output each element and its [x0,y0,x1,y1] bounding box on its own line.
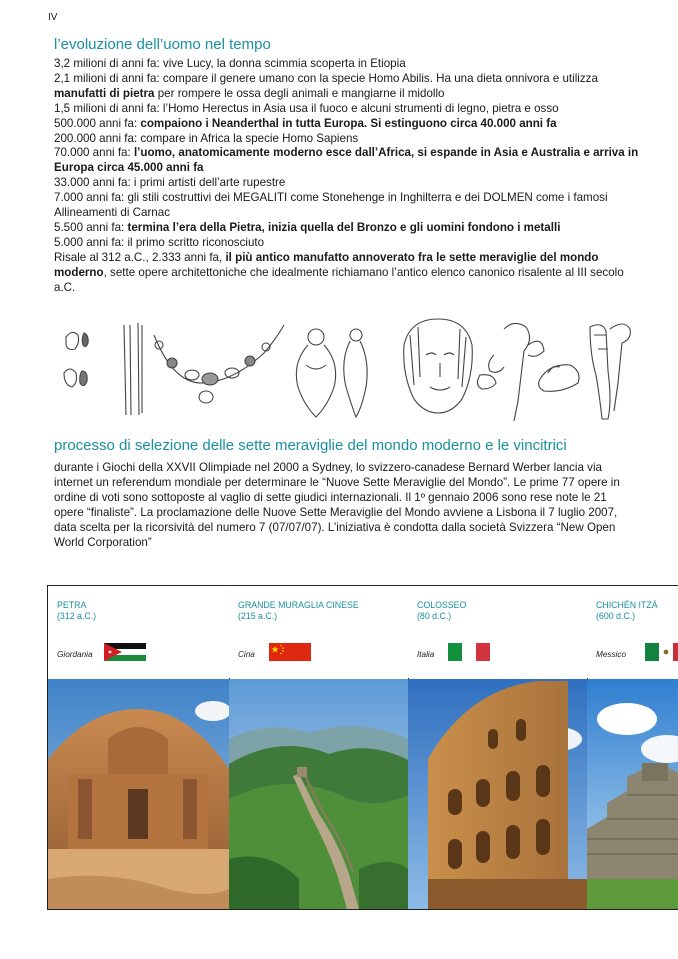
necklace-icon [154,325,284,403]
timeline-entry: 5.000 anni fa: il primo scritto riconosciuto [54,235,265,249]
wonder-card-chichen-itza [587,586,678,909]
timeline-entry: 200.000 anni fa: compare in Africa la specie Homo Sapiens [54,131,359,145]
wonder-date: (80 d.C.) [417,611,452,621]
selection-process-text: durante i Giochi della XXVII Olimpiade nel 2000 a Sydney, lo svizzero-canadese Bernard Werber lancia via internet un referendum mondiale per determinare le “Nuove Sette Meraviglie del Mondo”. Le prime 77 opere in ordine di voti sono sottoposte al vaglio di sette giudici internazionali. Il 1º gennaio 2006 sono rese note le 21 opere “finaliste”. La proclamazione delle Nuove Sette Meraviglie del Mondo avviene a Lisbona il 7 luglio 2007, data scelta per la ricorsività del numero 7 (07/07/07). L’iniziativa è condotta dalla società Svizzera “New Open World Corporation” [54,461,620,549]
bone-tools-icon [124,323,142,415]
carved-bone-icon [590,324,630,419]
timeline-entry: 7.000 anni fa: gli stili costruttivi dei MEGALITI come Stonehenge in Inghilterra e dei DOLMEN come i famosi Allineamenti di Carnac [54,191,608,220]
colosseum-photo [408,679,587,909]
timeline-entry: 70.000 anni fa: l’uomo, anatomicamente moderno esce dall’Africa, si espande in Asia e Australia e arriva in Europa circa 45.000 anni fa [54,146,639,175]
timeline-entry: 2,1 milioni di anni fa: compare il genere umano con la specie Homo Abilis. Ha una dieta onnivora e utilizza manufatti di pietra per rompere le ossa degli animali e mangiarne il midollo [54,71,598,100]
spear-thrower-icon [477,323,544,421]
wonder-country: Giordania [57,650,93,659]
mexico-flag-icon [645,643,678,661]
timeline-entry: 3,2 milioni di anni fa: vive Lucy, la donna scimmia scoperta in Etiopia [54,57,406,70]
jordan-flag-icon [104,643,146,661]
wonder-date: (215 a.C.) [238,611,278,621]
section-title-selection: processo di selezione delle sette meraviglie del mondo moderno e le vincitrici [54,437,567,454]
prehistoric-artifacts-illustration [54,315,642,423]
timeline-entry: 1,5 milioni di anni fa: l’Homo Herectus in Asia usa il fuoco e alcuni strumenti di legno, pietra e osso [54,101,559,115]
wonder-date: (312 a.C.) [57,611,97,621]
carved-animal-icon [539,365,579,392]
timeline-entry: 5.500 anni fa: termina l’era della Pietra, inizia quella del Bronzo e gli uomini fondono i metalli [54,220,561,234]
wonder-date: (600 d.C.) [596,611,636,621]
stone-tools-icon [64,332,88,387]
carved-head-icon [404,319,473,413]
wonder-country: Italia [417,650,435,659]
evolution-timeline [54,57,639,296]
page-number: IV [48,12,58,23]
timeline-entry: 500.000 anni fa: compaiono i Neanderthal in tutta Europa. Si estinguono circa 40.000 anni fa [54,116,557,130]
italy-flag-icon [448,643,490,661]
timeline-entry: Risale al 312 a.C., 2.333 anni fa, il più antico manufatto annoverato fra le sette meraviglie del mondo moderno, sette opere architettoniche che idealmente richiamano l’antico elenco canonico risalente al III secolo a.C. [54,250,624,294]
great-wall-photo [229,679,408,909]
section-title-evolution: l’evoluzione dell’uomo nel tempo [54,36,271,53]
wonder-card-colosseum [408,586,588,909]
wonder-name: COLOSSEO [417,600,467,610]
wonder-name: GRANDE MURAGLIA CINESE [238,600,359,610]
timeline-entry: 33.000 anni fa: i primi artisti dell’arte rupestre [54,176,286,190]
wonder-country: Messico [596,650,627,659]
chichen-itza-photo [587,679,678,909]
wonder-card-great-wall [229,586,409,909]
wonders-strip [47,585,678,910]
venus-figurine-icon [296,329,367,417]
wonder-name: PETRA [57,600,87,610]
petra-photo [48,679,229,909]
wonder-card-petra [48,586,230,909]
wonder-country: Cina [238,650,255,659]
wonder-name: CHICHÉN ITZÁ [596,600,658,610]
china-flag-icon [269,643,311,661]
